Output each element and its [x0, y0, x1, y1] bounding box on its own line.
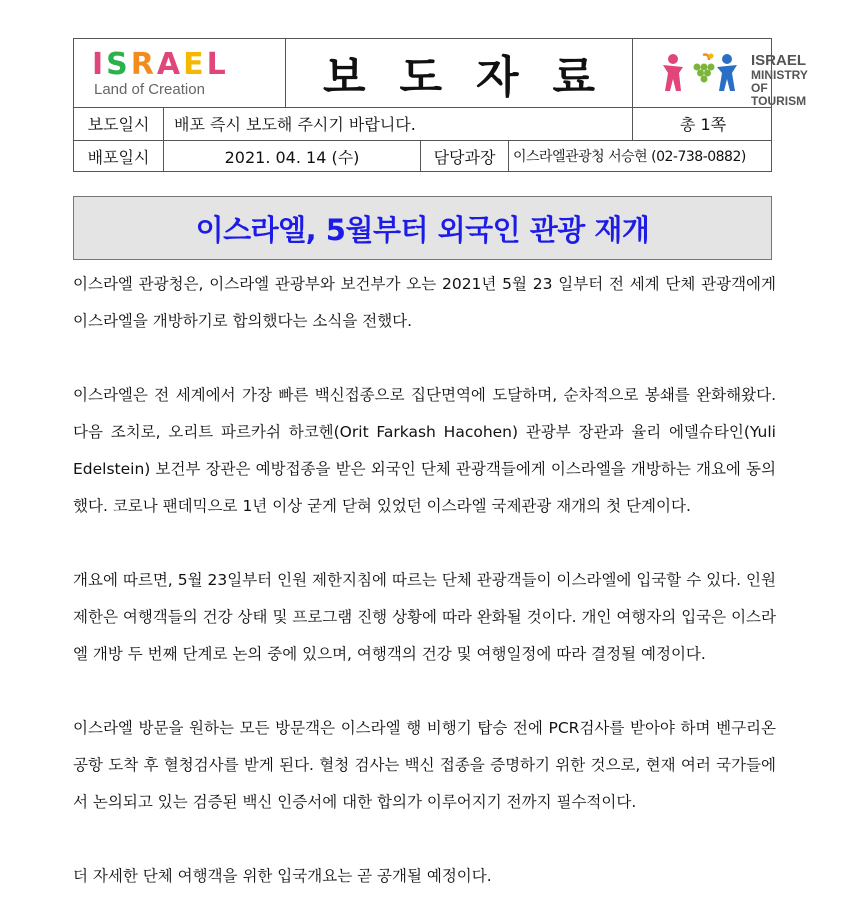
report-date-label: 보도일시 [74, 107, 164, 140]
ministry-wordmark [751, 53, 808, 108]
brand-wordmark [92, 47, 227, 83]
brand-letter: A [156, 47, 182, 82]
brand-letter: I [92, 47, 105, 82]
brand-letter: L [206, 47, 227, 82]
paragraph: 이스라엘 관광청은, 이스라엘 관광부와 보건부가 오는 2021년 5월 23 일부터 전 세계 단체 관광객에게 이스라엘을 개방하기로 합의했다는 소식을 전했다. [73, 275, 776, 330]
paragraph: 이스라엘 방문을 원하는 모든 방문객은 이스라엘 행 비행기 탑승 전에 PCR검사를 받아야 하며 벤구리온 공항 도착 후 혈청검사를 받게 된다. 혈청 검사는 백신 접종을 증명하기 위한 것으로, 현재 여러 국가들에서 논의되고 있는 검증된 백신 인증서에 대한 합의가 이루어지기 전까지 필수적이다. [73, 719, 776, 811]
header-row-report-date [74, 107, 771, 141]
contact-value: 이스라엘관광청 서승현 (02-738-0882) [513, 149, 746, 165]
header-top-row [74, 39, 808, 108]
brand-letter: S [106, 47, 129, 82]
paragraph: 이스라엘은 전 세계에서 가장 빠른 백신접종으로 집단면역에 도달하며, 순차적으로 봉쇄를 완화해왔다. 다음 조치로, 오리트 파르카쉬 하코헨(Orit Farkash Hacohen) 관광부 장관과 율리 에델슈타인(Yuli Edelstein) 보건부 장관은 예방접종을 받은 외국인 단체 관광객들에게 이스라엘을 개방하는 개요에 동의했다. 코로나 팬데믹으로 1년 이상 굳게 닫혀 있었던 이스라엘 국제관광 재개의 첫 단계이다. [73, 386, 776, 515]
doc-title-char: 보 [322, 52, 366, 103]
brand-tagline: Land of Creation [94, 81, 205, 98]
israel-logo [74, 39, 286, 107]
ministry-line: ISRAEL [751, 52, 807, 69]
ministry-line: OF TOURISM [751, 81, 807, 108]
report-date-value: 배포 즉시 보도해 주시기 바랍니다. [164, 107, 633, 140]
doc-title-char: 자 [476, 52, 519, 103]
header-row-release-date [74, 140, 771, 172]
figures-grapes-icon [659, 51, 739, 95]
ministry-line: MINISTRY [751, 68, 808, 82]
headline-box [73, 196, 772, 260]
release-date-label: 배포일시 [74, 140, 164, 172]
paragraph: 더 자세한 단체 여행객을 위한 입국개요는 곧 공개될 예정이다. [73, 867, 492, 885]
release-date-value: 2021. 04. 14 (수) [164, 140, 421, 172]
contact-label: 담당과장 [421, 140, 509, 172]
brand-letter: E [183, 47, 205, 82]
page-count: 총 1쪽 [679, 115, 727, 134]
doc-title [323, 41, 595, 105]
doc-title-cell [286, 39, 633, 107]
press-release-header [73, 38, 808, 172]
brand-letter: R [130, 47, 155, 82]
article-body [73, 266, 776, 895]
paragraph: 개요에 따르면, 5월 23일부터 인원 제한지침에 따르는 단체 관광객들이 이스라엘에 입국할 수 있다. 인원 제한은 여행객들의 건강 상태 및 프로그램 진행 상황에 따라 완화될 것이다. 개인 여행자의 입국은 이스라엘 개방 두 번째 단계로 논의 중에 있으며, 여행객의 건강 및 여행일정에 따라 결정될 예정이다. [73, 571, 776, 663]
ministry-logo [633, 39, 808, 108]
headline: 이스라엘, 5월부터 외국인 관광 재개 [195, 212, 650, 247]
doc-title-char: 료 [552, 52, 596, 103]
doc-title-char: 도 [399, 52, 442, 103]
